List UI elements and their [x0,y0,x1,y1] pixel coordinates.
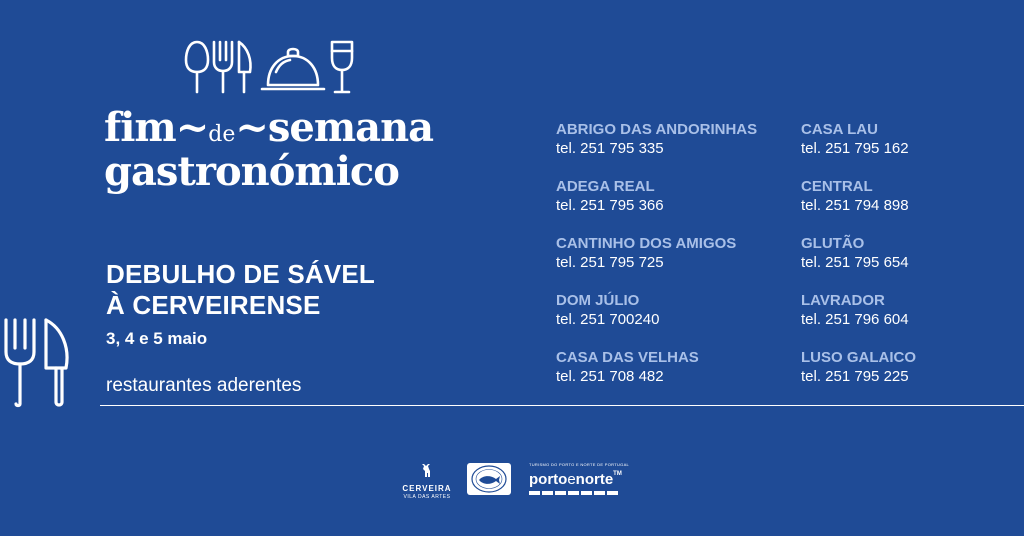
fork-icon [6,320,34,406]
restaurant-item [556,120,757,177]
title-de: de [208,122,236,147]
restaurant-item [801,348,916,405]
restaurant-name: ADEGA REAL [556,178,655,195]
dish-line-2: À CERVEIRENSE [106,290,321,320]
dish-line-1: DEBULHO DE SÁVEL [106,259,376,289]
restaurant-item [801,177,916,234]
restaurants-column-left [556,120,757,405]
cerveira-logo [400,463,454,500]
porto-e-norte-logo [529,462,629,495]
restaurant-phone: tel. 251 796 604 [801,311,909,328]
event-dates: 3, 4 e 5 maio [106,329,208,348]
pn-porto: porto [529,471,568,488]
restaurant-phone: tel. 251 795 725 [556,254,664,271]
dish-name [106,259,375,321]
pn-e: e [567,471,576,488]
pn-bars [529,491,629,495]
title-tilde-2: ~ [235,104,268,151]
restaurant-name: LUSO GALAICO [801,349,916,366]
cerveira-name: CERVEIRA [402,484,452,493]
knife-icon [239,42,251,92]
confraria-logo [467,463,511,495]
restaurant-phone: tel. 251 708 482 [556,368,664,385]
restaurant-item [556,291,757,348]
restaurant-name: CASA DAS VELHAS [556,349,699,366]
restaurant-phone: tel. 251 795 162 [801,140,909,157]
restaurant-item [556,234,757,291]
title-tilde-1: ~ [175,104,209,151]
spoon-icon [186,42,208,92]
event-title [104,104,434,195]
restaurant-item [801,291,916,348]
restaurant-name: LAVRADOR [801,292,885,309]
wine-glass-icon [332,42,352,92]
deer-icon [419,463,435,477]
title-line-2: gastronómico [104,148,399,195]
fork-icon [214,42,232,92]
pn-tm: TM [613,471,622,477]
restaurant-name: DOM JÚLIO [556,292,640,309]
restaurant-phone: tel. 251 700240 [556,311,660,328]
restaurant-phone: tel. 251 795 225 [801,368,909,385]
restaurant-phone: tel. 251 795 366 [556,197,664,214]
restaurant-name: CANTINHO DOS AMIGOS [556,235,737,252]
restaurant-item [556,348,757,405]
side-cutlery-icons [2,316,80,408]
restaurant-name: ABRIGO DAS ANDORINHAS [556,121,758,138]
pn-norte: norte [575,471,614,488]
restaurant-item [556,177,757,234]
cloche-icon [262,49,324,89]
divider-line [100,405,1024,406]
cerveira-subtitle: VILA DAS ARTES [403,494,451,500]
title-line-1 [104,104,434,151]
pn-tagline: TURISMO DO PORTO E NORTE DE PORTUGAL [529,462,630,467]
restaurant-item [801,120,916,177]
restaurant-name: CENTRAL [801,178,873,195]
restaurant-name: GLUTÃO [801,235,865,252]
restaurant-phone: tel. 251 794 898 [801,197,909,214]
restaurant-phone: tel. 251 795 335 [556,140,664,157]
restaurant-name: CASA LAU [801,121,878,138]
pn-wordmark [529,471,629,488]
adherents-label: restaurantes aderentes [106,375,302,396]
dining-icons [182,38,357,98]
restaurant-phone: tel. 251 795 654 [801,254,909,271]
title-semana: semana [267,104,434,151]
fish-emblem-icon [467,463,511,495]
title-fim: fim [104,104,176,151]
knife-icon [46,320,67,405]
restaurants-column-right [801,120,916,405]
restaurant-item [801,234,916,291]
